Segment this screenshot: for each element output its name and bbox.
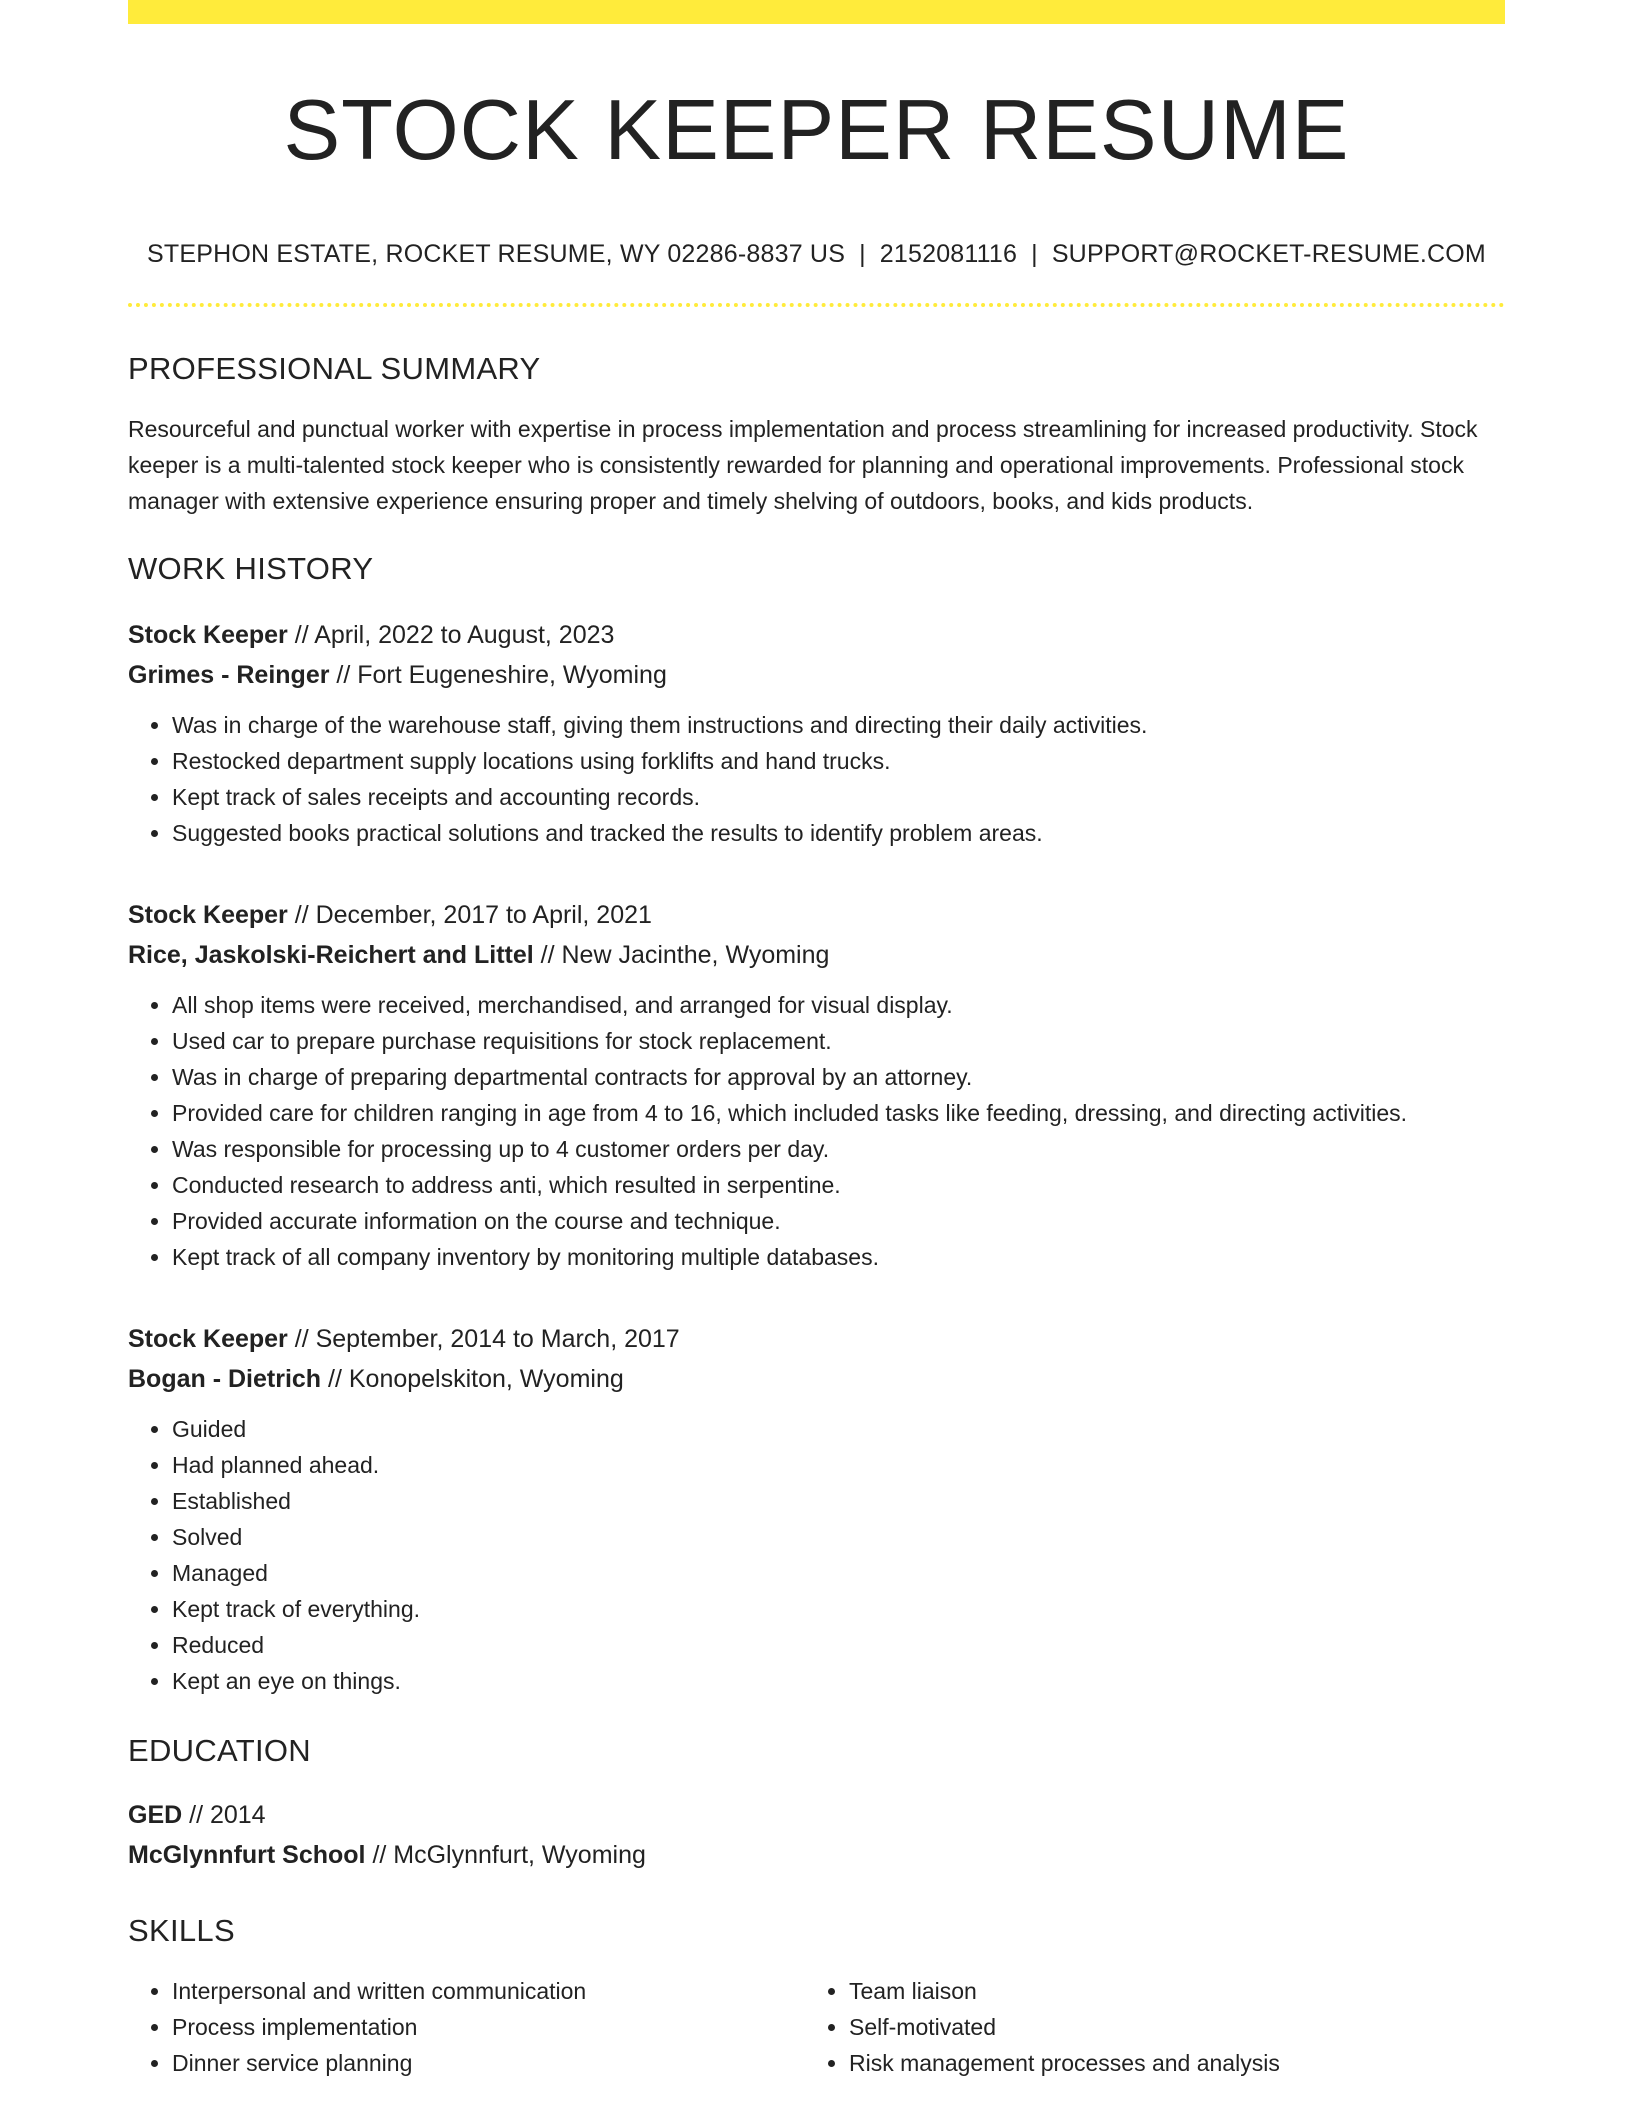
contact-phone: 2152081116 bbox=[879, 239, 1018, 268]
list-item: • Risk management processes and analysis bbox=[849, 2045, 1482, 2081]
list-item: • Was in charge of the warehouse staff, giving them instructions and directing their daily activities. bbox=[172, 707, 1505, 743]
education-entry bbox=[128, 1795, 1505, 1875]
list-item: • Solved bbox=[172, 1519, 1505, 1555]
job-entry bbox=[128, 895, 1505, 1275]
list-item: • Self-motivated bbox=[849, 2009, 1482, 2045]
list-item: • Team liaison bbox=[849, 1973, 1482, 2009]
school-line bbox=[128, 1835, 1505, 1875]
page-title: STOCK KEEPER RESUME bbox=[283, 83, 1350, 178]
list-item: • Kept an eye on things. bbox=[172, 1663, 1505, 1699]
job-bullets bbox=[128, 1411, 1505, 1699]
list-item: • Kept track of everything. bbox=[172, 1591, 1505, 1627]
list-item: • Kept track of sales receipts and accounting records. bbox=[172, 779, 1505, 815]
contact-email: SUPPORT@ROCKET-RESUME.COM bbox=[1051, 239, 1486, 268]
school-location: // McGlynnfurt, Wyoming bbox=[365, 1840, 646, 1869]
job-entry bbox=[128, 1319, 1505, 1699]
contact-address: STEPHON ESTATE, ROCKET RESUME, WY 02286-8837 US bbox=[147, 239, 846, 268]
list-item: • Used car to prepare purchase requisitions for stock replacement. bbox=[172, 1023, 1505, 1059]
list-item: • Established bbox=[172, 1483, 1505, 1519]
job-title: Stock Keeper bbox=[128, 620, 288, 649]
job-location: // Fort Eugeneshire, Wyoming bbox=[329, 660, 667, 689]
list-item: • Process implementation bbox=[172, 2009, 805, 2045]
job-title: Stock Keeper bbox=[128, 900, 288, 929]
school-name: McGlynnfurt School bbox=[128, 1840, 366, 1869]
skills-left-list bbox=[128, 1973, 805, 2081]
job-company-line bbox=[128, 935, 1505, 975]
list-item: • Guided bbox=[172, 1411, 1505, 1447]
job-company-line bbox=[128, 655, 1505, 695]
job-company: Grimes - Reinger bbox=[128, 660, 330, 689]
accent-bar bbox=[128, 0, 1505, 24]
skills-section bbox=[128, 1913, 1505, 2081]
list-item: • Provided accurate information on the course and technique. bbox=[172, 1203, 1505, 1239]
list-item: • All shop items were received, merchandised, and arranged for visual display. bbox=[172, 987, 1505, 1023]
list-item: • Restocked department supply locations using forklifts and hand trucks. bbox=[172, 743, 1505, 779]
list-item: • Provided care for children ranging in age from 4 to 16, which included tasks like feeding, dressing, and directing activities. bbox=[172, 1095, 1505, 1131]
list-item: • Kept track of all company inventory by monitoring multiple databases. bbox=[172, 1239, 1505, 1275]
job-title-line bbox=[128, 895, 1505, 935]
job-bullets bbox=[128, 987, 1505, 1275]
section-heading: EDUCATION bbox=[128, 1732, 311, 1768]
degree-line bbox=[128, 1795, 1505, 1835]
job-company: Bogan - Dietrich bbox=[128, 1364, 322, 1393]
job-company: Rice, Jaskolski-Reichert and Littel bbox=[128, 940, 534, 969]
job-company-line bbox=[128, 1359, 1505, 1399]
contact-line bbox=[128, 240, 1505, 269]
work-history-section bbox=[128, 551, 1505, 1699]
list-item: • Reduced bbox=[172, 1627, 1505, 1663]
section-heading: WORK HISTORY bbox=[128, 550, 374, 586]
skills-columns bbox=[128, 1973, 1505, 2081]
list-item: • Conducted research to address anti, which resulted in serpentine. bbox=[172, 1167, 1505, 1203]
summary-text: Resourceful and punctual worker with expertise in process implementation and process streamlining for increased productivity. Stock keeper is a multi-talented stock keeper who is consistently rewarded for planning and operational improvements. Professional stock manager with extensive experience ensuring proper and timely shelving of outdoors, books, and kids products. bbox=[128, 415, 1478, 514]
list-item: • Suggested books practical solutions and tracked the results to identify problem areas. bbox=[172, 815, 1505, 851]
section-heading: SKILLS bbox=[128, 1912, 235, 1948]
job-title: Stock Keeper bbox=[128, 1324, 288, 1353]
job-dates: // September, 2014 to March, 2017 bbox=[287, 1324, 680, 1353]
list-item: • Dinner service planning bbox=[172, 2045, 805, 2081]
job-entry bbox=[128, 615, 1505, 851]
job-location: // Konopelskiton, Wyoming bbox=[321, 1364, 624, 1393]
job-dates: // December, 2017 to April, 2021 bbox=[287, 900, 652, 929]
list-item: • Interpersonal and written communication bbox=[172, 1973, 805, 2009]
contact-separator: | bbox=[859, 239, 866, 268]
job-title-line bbox=[128, 1319, 1505, 1359]
professional-summary-section bbox=[128, 351, 1505, 519]
skills-right-list bbox=[805, 1973, 1482, 2081]
list-item: • Was in charge of preparing departmental contracts for approval by an attorney. bbox=[172, 1059, 1505, 1095]
job-location: // New Jacinthe, Wyoming bbox=[533, 940, 830, 969]
education-section bbox=[128, 1733, 1505, 1875]
contact-separator: | bbox=[1031, 239, 1038, 268]
job-bullets bbox=[128, 707, 1505, 851]
job-dates: // April, 2022 to August, 2023 bbox=[287, 620, 615, 649]
list-item: • Was responsible for processing up to 4 customer orders per day. bbox=[172, 1131, 1505, 1167]
list-item: • Had planned ahead. bbox=[172, 1447, 1505, 1483]
dotted-divider bbox=[128, 303, 1505, 307]
job-title-line bbox=[128, 615, 1505, 655]
degree: GED bbox=[128, 1800, 183, 1829]
degree-year: // 2014 bbox=[182, 1800, 266, 1829]
section-heading: PROFESSIONAL SUMMARY bbox=[128, 350, 541, 386]
list-item: • Managed bbox=[172, 1555, 1505, 1591]
resume-page bbox=[128, 0, 1505, 2081]
